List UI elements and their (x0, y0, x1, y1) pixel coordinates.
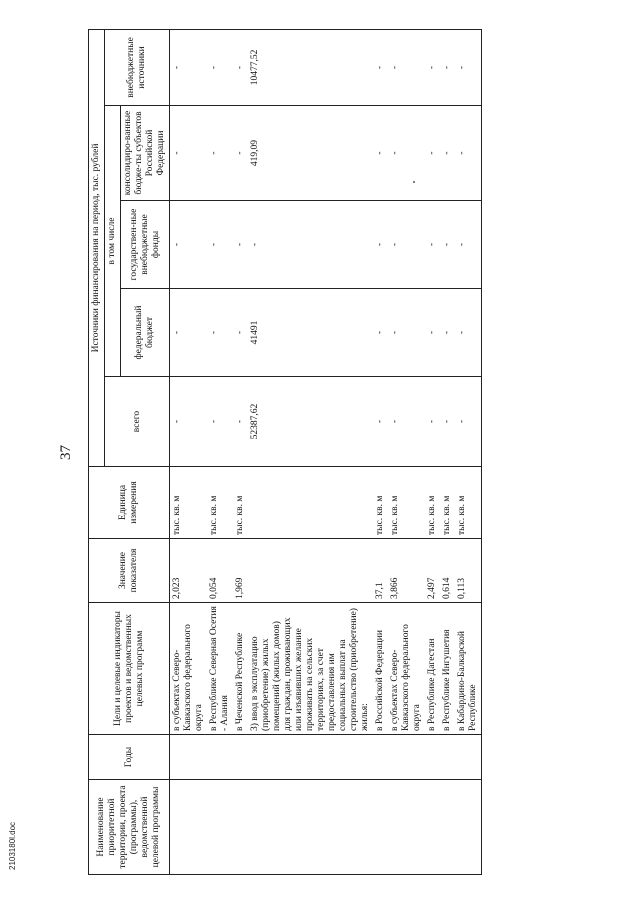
cell-value: 37,1 (373, 539, 388, 603)
cell-value: 1,969 (233, 539, 248, 603)
cell-name (455, 780, 482, 875)
cell-funds: - (455, 201, 482, 289)
page-number: 37 (58, 445, 74, 460)
header-name: Наименование приоритетной территории, проекта (программы), ведомственной целевой программы (89, 780, 170, 875)
cell-unit: тыс. кв. м (233, 467, 248, 539)
cell-funds: - (248, 201, 373, 289)
cell-funds: - (425, 201, 440, 289)
cell-years (425, 735, 440, 780)
cell-goal: в Кабардино-Балкарской Республике (455, 603, 482, 735)
cell-federal: - (233, 289, 248, 377)
cell-goal: в субъектах Северо-Кавказского федерального округа (388, 603, 425, 735)
cell-unit (248, 467, 373, 539)
cell-years (207, 735, 233, 780)
cell-name (388, 780, 425, 875)
cell-value: 3,866 (388, 539, 425, 603)
table-row (425, 29, 440, 874)
cell-regional: - (455, 106, 482, 201)
cell-years (373, 735, 388, 780)
cell-total: - (388, 377, 425, 467)
cell-name (440, 780, 455, 875)
cell-funds: - (207, 201, 233, 289)
cell-regional: - (373, 106, 388, 201)
cell-name (425, 780, 440, 875)
table-row (455, 29, 482, 874)
table-row (170, 29, 208, 874)
cell-funds: - (440, 201, 455, 289)
header-funds: государствен-ные внебюджетные фонды (121, 201, 170, 289)
cell-unit: тыс. кв. м (170, 467, 208, 539)
cell-unit: тыс. кв. м (425, 467, 440, 539)
cell-regional: - (388, 106, 425, 201)
header-value: Значение показателя (89, 539, 170, 603)
cell-value: 0,614 (440, 539, 455, 603)
table-row (233, 29, 248, 874)
cell-years (170, 735, 208, 780)
header-goals: Цели и целевые индикаторы проектов и ведомственных целевых программ (89, 603, 170, 735)
cell-regional: - (170, 106, 208, 201)
header-incl: в том числе (105, 106, 121, 377)
header-regional: консолидиро-ванные бюдже-ты субъектов Российской Федерации (121, 106, 170, 201)
cell-federal: - (373, 289, 388, 377)
cell-offbudget: - (170, 29, 208, 105)
cell-regional: - (233, 106, 248, 201)
cell-total: - (170, 377, 208, 467)
cell-goal: в Российской Федерации (373, 603, 388, 735)
cell-unit: тыс. кв. м (388, 467, 425, 539)
cell-offbudget: - (207, 29, 233, 105)
table-row (373, 29, 388, 874)
cell-offbudget: - (455, 29, 482, 105)
cell-total: - (233, 377, 248, 467)
cell-offbudget: - (233, 29, 248, 105)
cell-unit: тыс. кв. м (373, 467, 388, 539)
cell-unit: тыс. кв. м (207, 467, 233, 539)
header-total: всего (105, 377, 170, 467)
cell-goal: в Республике Северная Осетия - Алания (207, 603, 233, 735)
cell-unit: тыс. кв. м (440, 467, 455, 539)
cell-offbudget: - (440, 29, 455, 105)
header-years: Годы (89, 735, 170, 780)
cell-years (440, 735, 455, 780)
table-row (248, 29, 373, 874)
cell-regional: - (440, 106, 455, 201)
cell-name (248, 780, 373, 875)
cell-value: 2,023 (170, 539, 208, 603)
cell-name (233, 780, 248, 875)
cell-funds: - (388, 201, 425, 289)
cell-years (455, 735, 482, 780)
cell-goal: в Чеченской Республике (233, 603, 248, 735)
header-offbudget: внебюджетные источники (105, 29, 170, 105)
cell-federal: - (425, 289, 440, 377)
scan-speck (413, 181, 415, 183)
cell-total: - (455, 377, 482, 467)
footer-filename: 2103180l.doc (8, 821, 17, 870)
cell-total: - (207, 377, 233, 467)
cell-offbudget: - (373, 29, 388, 105)
cell-total: - (373, 377, 388, 467)
cell-regional: - (425, 106, 440, 201)
cell-value (248, 539, 373, 603)
cell-offbudget: 10477,52 (248, 29, 373, 105)
cell-offbudget: - (388, 29, 425, 105)
cell-federal: - (440, 289, 455, 377)
cell-regional: - (207, 106, 233, 201)
cell-funds: - (170, 201, 208, 289)
cell-name (373, 780, 388, 875)
rotated-content (52, 30, 640, 875)
cell-federal: - (170, 289, 208, 377)
cell-total: - (440, 377, 455, 467)
cell-goal: в Республике Ингушетия (440, 603, 455, 735)
table-row (207, 29, 233, 874)
cell-regional: 419,09 (248, 106, 373, 201)
cell-goal: 3) ввод в эксплуатацию (приобретение) жилых помещений (жилых домов) для граждан, проживающих или изъявивших желание проживать на сельских территориях, за счет предоставления им социальных выплат на строительство (приобретение) жилья: (248, 603, 373, 735)
cell-funds: - (373, 201, 388, 289)
cell-federal: - (455, 289, 482, 377)
cell-value: 2,497 (425, 539, 440, 603)
header-federal: федеральный бюджет (121, 289, 170, 377)
cell-federal: - (207, 289, 233, 377)
cell-funds: - (233, 201, 248, 289)
table-row (440, 29, 455, 874)
header-sources: Источники финансирования на период, тыс. рублей (89, 29, 105, 466)
cell-federal: - (388, 289, 425, 377)
cell-name (207, 780, 233, 875)
cell-years (248, 735, 373, 780)
cell-total: 52387,62 (248, 377, 373, 467)
cell-federal: 41491 (248, 289, 373, 377)
cell-unit: тыс. кв. м (455, 467, 482, 539)
cell-value: 0,054 (207, 539, 233, 603)
cell-years (233, 735, 248, 780)
header-unit: Единица измерения (89, 467, 170, 539)
cell-years (388, 735, 425, 780)
financing-table (88, 29, 482, 875)
table-row (388, 29, 425, 874)
cell-offbudget: - (425, 29, 440, 105)
cell-name (170, 780, 208, 875)
cell-goal: в Республике Дагестан (425, 603, 440, 735)
cell-goal: в субъектах Северо-Кавказского федерального округа (170, 603, 208, 735)
cell-value: 0,113 (455, 539, 482, 603)
cell-total: - (425, 377, 440, 467)
